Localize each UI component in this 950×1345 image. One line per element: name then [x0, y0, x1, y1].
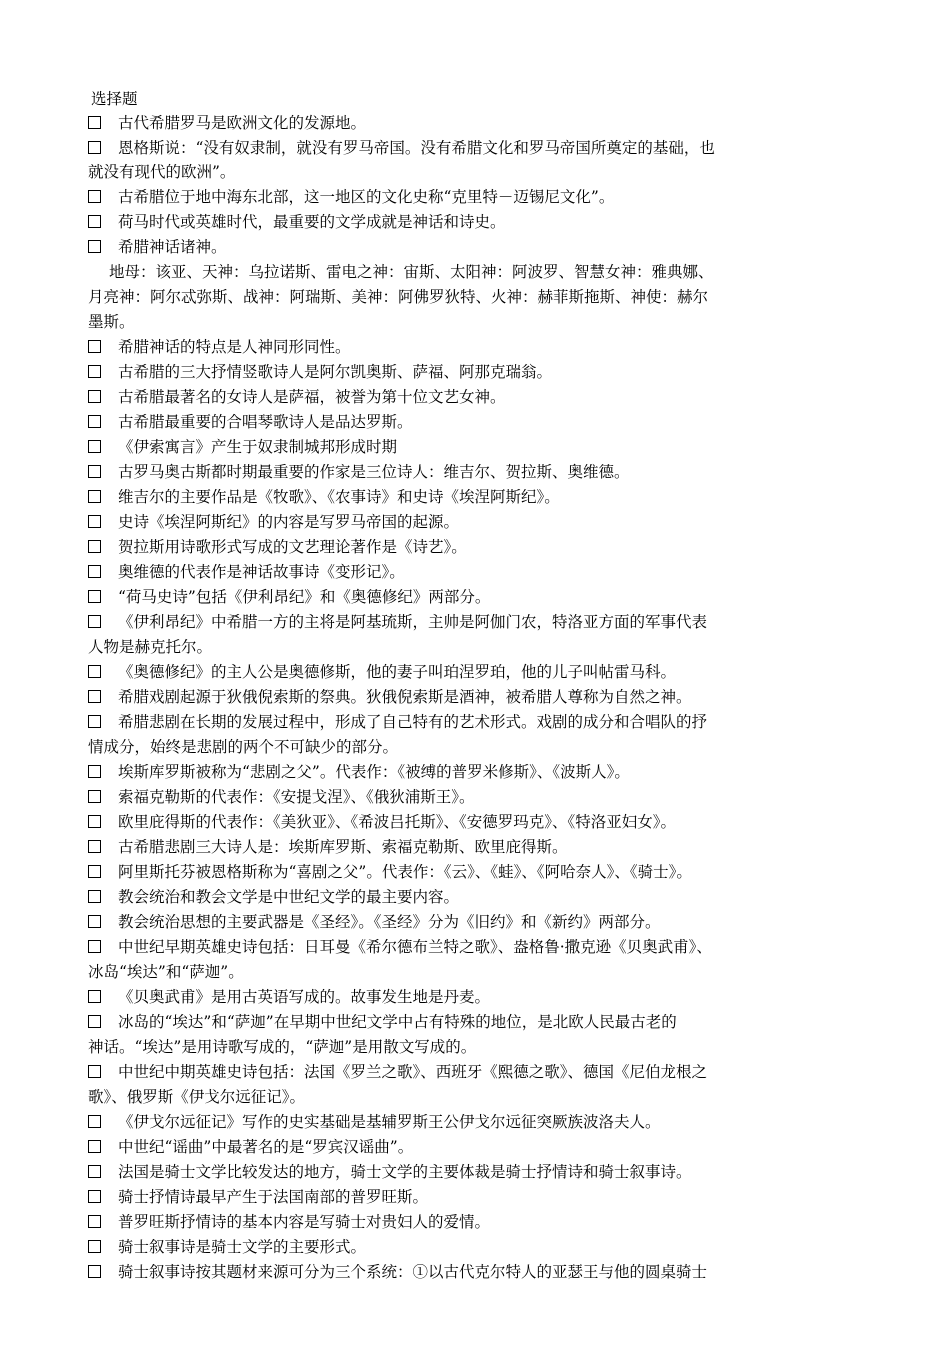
checkbox-icon: [88, 815, 101, 828]
item-text: 荷马时代或英雄时代，最重要的文学成就是神话和诗史。: [118, 213, 506, 231]
checkbox-icon: [88, 190, 101, 203]
item-text: 《伊利昂纪》中希腊一方的主将是阿基琉斯，主帅是阿伽门农，特洛亚方面的军事代表: [118, 613, 708, 631]
list-item: [88, 660, 676, 685]
list-item: [88, 760, 630, 785]
item-text: 《奥德修纪》的主人公是奥德修斯，他的妻子叫珀涅罗珀，他的儿子叫帖雷马科。: [118, 663, 677, 681]
list-item: [88, 610, 707, 635]
checkbox-icon: [88, 590, 101, 603]
checkbox-icon: [88, 765, 101, 778]
list-item: [88, 535, 467, 560]
gods-line-1: 地母：该亚、天神：乌拉诺斯、雷电之神：宙斯、太阳神：阿波罗、智慧女神：雅典娜、: [109, 263, 714, 281]
checkbox-icon: [88, 890, 101, 903]
checkbox-icon: [88, 415, 101, 428]
checkbox-icon: [88, 1240, 101, 1253]
checkbox-icon: [88, 1015, 101, 1028]
item-text: 古希腊位于地中海东北部，这一地区的文化史称“克里特－迈锡尼文化”。: [118, 188, 615, 206]
item-text: 骑士叙事诗是骑士文学的主要形式。: [118, 1238, 367, 1256]
item-text: 法国是骑士文学比较发达的地方，骑士文学的主要体裁是骑士抒情诗和骑士叙事诗。: [118, 1163, 692, 1181]
list-item: [88, 460, 630, 485]
checkbox-icon: [88, 540, 101, 553]
checkbox-icon: [88, 141, 101, 154]
list-item: [88, 185, 614, 210]
list-item: [88, 111, 366, 136]
item-text: 索福克勒斯的代表作：《安提戈涅》、《俄狄浦斯王》。: [118, 788, 475, 806]
list-item: [88, 1060, 707, 1085]
section-title: 选择题: [91, 90, 138, 108]
checkbox-icon: [88, 865, 101, 878]
item-text: 史诗《埃涅阿斯纪》的内容是写罗马帝国的起源。: [118, 513, 460, 531]
checkbox-icon: [88, 615, 101, 628]
checkbox-icon: [88, 665, 101, 678]
checkbox-icon: [88, 1215, 101, 1228]
item-text: 《伊戈尔远征记》写作的史实基础是基辅罗斯王公伊戈尔远征突厥族波洛夫人。: [118, 1113, 661, 1131]
gods-line-3: 墨斯。: [88, 313, 135, 331]
checkbox-icon: [88, 340, 101, 353]
item-text: 中世纪“谣曲”中最著名的是“罗宾汉谣曲”。: [118, 1138, 414, 1156]
item-continuation: 神话。“埃达”是用诗歌写成的，“萨迦”是用散文写成的。: [88, 1038, 477, 1056]
checkbox-icon: [88, 215, 101, 228]
item-continuation: 歌》、俄罗斯《伊戈尔远征记》。: [88, 1088, 306, 1106]
list-item: [88, 685, 692, 710]
list-item: [88, 585, 490, 610]
item-text: 《伊索寓言》产生于奴隶制城邦形成时期: [118, 438, 398, 456]
list-item: [88, 985, 490, 1010]
item-text: 教会统治思想的主要武器是《圣经》。《圣经》分为《旧约》和《新约》两部分。: [118, 913, 661, 931]
item-continuation: 人物是赫克托尔。: [88, 638, 213, 656]
list-item: [88, 560, 405, 585]
list-item: [88, 885, 459, 910]
item-text: 古希腊悲剧三大诗人是：埃斯库罗斯、索福克勒斯、欧里庇得斯。: [118, 838, 568, 856]
checkbox-icon: [88, 690, 101, 703]
list-item: [88, 810, 676, 835]
item-text: 维吉尔的主要作品是《牧歌》、《农事诗》和史诗《埃涅阿斯纪》。: [118, 488, 560, 506]
checkbox-icon: [88, 1265, 101, 1278]
list-item: [88, 235, 227, 260]
item-text: 奥维德的代表作是神话故事诗《变形记》。: [118, 563, 405, 581]
checkbox-icon: [88, 1140, 101, 1153]
checkbox-icon: [88, 116, 101, 129]
item-continuation: 就没有现代的欧洲”。: [88, 163, 236, 181]
list-item: [88, 1010, 677, 1035]
list-item: [88, 410, 413, 435]
item-continuation: 冰岛“埃达”和“萨迦”。: [88, 963, 244, 981]
list-item: [88, 360, 552, 385]
list-item: [88, 935, 712, 960]
checkbox-icon: [88, 240, 101, 253]
item-text: 欧里庇得斯的代表作：《美狄亚》、《希波吕托斯》、《安德罗玛克》、《特洛亚妇女》。: [118, 813, 677, 831]
item-text: 普罗旺斯抒情诗的基本内容是写骑士对贵妇人的爱情。: [118, 1213, 491, 1231]
item-text: 古代希腊罗马是欧洲文化的发源地。: [118, 114, 367, 132]
checkbox-icon: [88, 790, 101, 803]
item-text: 恩格斯说：“没有奴隶制，就没有罗马帝国。没有希腊文化和罗马帝国所奠定的基础，也: [118, 139, 715, 157]
item-text: 骑士叙事诗按其题材来源可分为三个系统：①以古代克尔特人的亚瑟王与他的圆桌骑士: [118, 1263, 708, 1281]
list-item: [88, 1260, 707, 1285]
list-item: [88, 860, 692, 885]
checkbox-icon: [88, 390, 101, 403]
list-item: [88, 136, 715, 161]
list-item: [88, 1185, 428, 1210]
checkbox-icon: [88, 940, 101, 953]
item-text: 教会统治和教会文学是中世纪文学的最主要内容。: [118, 888, 460, 906]
list-item: [88, 835, 568, 860]
checkbox-icon: [88, 440, 101, 453]
checkbox-icon: [88, 1190, 101, 1203]
item-text: 埃斯库罗斯被称为“悲剧之父”。代表作：《被缚的普罗米修斯》、《波斯人》。: [118, 763, 630, 781]
checkbox-icon: [88, 465, 101, 478]
checkbox-icon: [88, 1065, 101, 1078]
item-text: 希腊神话的特点是人神同形同性。: [118, 338, 351, 356]
checkbox-icon: [88, 365, 101, 378]
item-text: 古希腊的三大抒情竖歌诗人是阿尔凯奥斯、萨福、阿那克瑞翁。: [118, 363, 553, 381]
item-continuation: 情成分，始终是悲剧的两个不可缺少的部分。: [88, 738, 399, 756]
checkbox-icon: [88, 915, 101, 928]
list-item: [88, 710, 707, 735]
item-text: 《贝奥武甫》是用古英语写成的。故事发生地是丹麦。: [118, 988, 491, 1006]
item-text: 古希腊最著名的女诗人是萨福，被誉为第十位文艺女神。: [118, 388, 506, 406]
gods-line-2: 月亮神：阿尔忒弥斯、战神：阿瑞斯、美神：阿佛罗狄特、火神：赫菲斯拖斯、神使：赫尔: [88, 288, 709, 306]
item-text: 古罗马奥古斯都时期最重要的作家是三位诗人：维吉尔、贺拉斯、奥维德。: [118, 463, 630, 481]
item-text: 希腊戏剧起源于狄俄倪索斯的祭典。狄俄倪索斯是酒神，被希腊人尊称为自然之神。: [118, 688, 692, 706]
item-text: 中世纪早期英雄史诗包括：日耳曼《希尔德布兰特之歌》、盎格鲁·撒克逊《贝奥武甫》、: [118, 938, 712, 956]
checkbox-icon: [88, 990, 101, 1003]
list-item: [88, 335, 351, 360]
item-text: 中世纪中期英雄史诗包括：法国《罗兰之歌》、西班牙《熙德之歌》、德国《尼伯龙根之: [118, 1063, 708, 1081]
list-item: [88, 785, 475, 810]
checkbox-icon: [88, 490, 101, 503]
list-item: [88, 485, 560, 510]
checkbox-icon: [88, 715, 101, 728]
item-text: “荷马史诗”包括《伊利昂纪》和《奥德修纪》两部分。: [118, 588, 491, 606]
list-item: [88, 1235, 366, 1260]
checkbox-icon: [88, 1165, 101, 1178]
list-item: [88, 910, 661, 935]
item-text: 骑士抒情诗最早产生于法国南部的普罗旺斯。: [118, 1188, 429, 1206]
checkbox-icon: [88, 565, 101, 578]
list-item: [88, 385, 506, 410]
checkbox-icon: [88, 515, 101, 528]
item-text: 冰岛的“埃达”和“萨迦”在早期中世纪文学中占有特殊的地位，是北欧人民最古老的: [118, 1013, 677, 1031]
item-text: 古希腊最重要的合唱琴歌诗人是品达罗斯。: [118, 413, 413, 431]
checkbox-icon: [88, 840, 101, 853]
list-item: [88, 1110, 661, 1135]
list-item: [88, 1135, 413, 1160]
item-text: 希腊悲剧在长期的发展过程中，形成了自己特有的艺术形式。戏剧的成分和合唱队的抒: [118, 713, 708, 731]
list-item: [88, 210, 506, 235]
item-text: 希腊神话诸神。: [118, 238, 227, 256]
item-text: 贺拉斯用诗歌形式写成的文艺理论著作是《诗艺》。: [118, 538, 467, 556]
list-item: [88, 510, 459, 535]
item-text: 阿里斯托芬被恩格斯称为“喜剧之父”。代表作：《云》、《蛙》、《阿哈奈人》、《骑士》。: [118, 863, 692, 881]
checkbox-icon: [88, 1115, 101, 1128]
list-item: [88, 1210, 490, 1235]
list-item: [88, 435, 397, 460]
list-item: [88, 1160, 692, 1185]
